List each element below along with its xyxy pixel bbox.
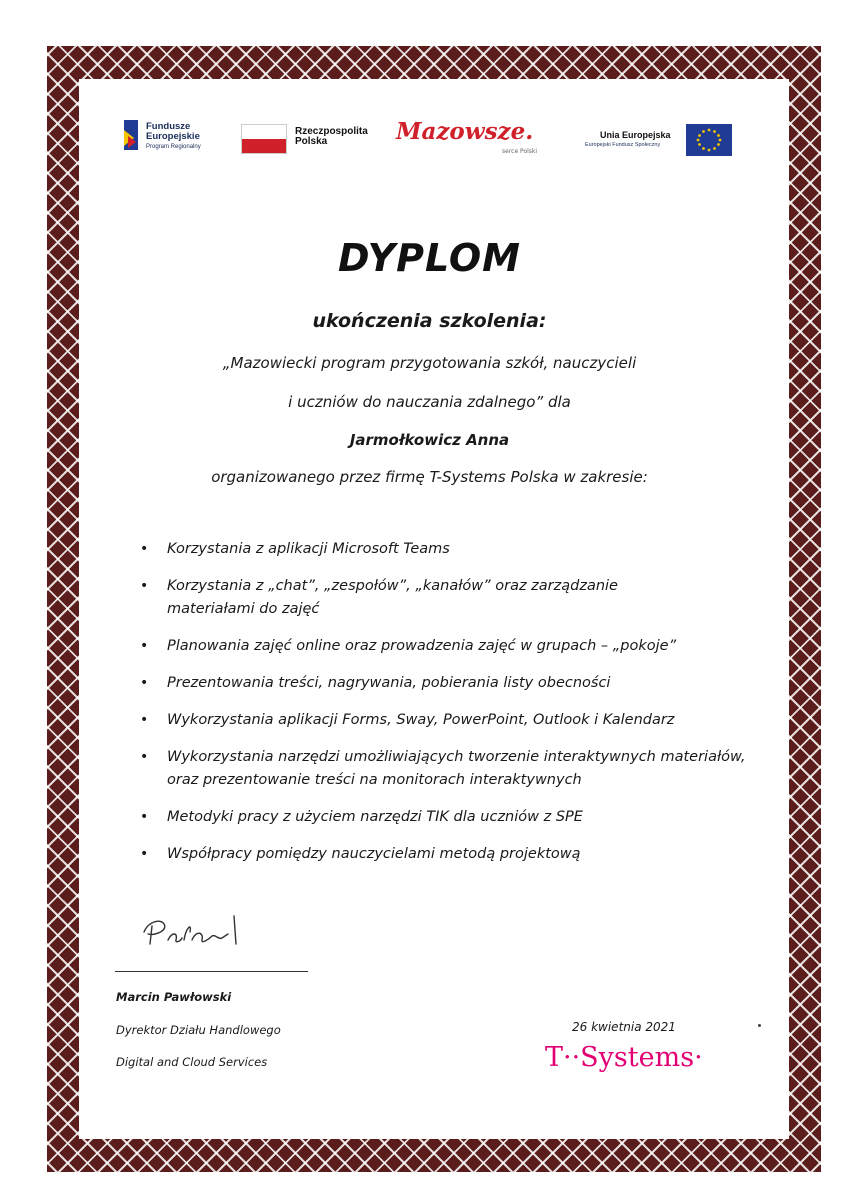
signature-line: [115, 971, 308, 972]
topics-list: [140, 538, 780, 880]
diploma-title: DYPLOM: [338, 236, 521, 280]
signatory-name: Marcin Pawłowski: [116, 990, 232, 1004]
eu-flag-icon: [686, 124, 732, 156]
fundusze-europejskie-logo: [118, 116, 228, 156]
organizer-line: organizowanego przez firmę T-Systems Polska w zakresie:: [211, 468, 648, 486]
fe-line1: Fundusze: [146, 121, 191, 132]
fe-sub: Program Regionalny: [146, 144, 201, 150]
rzeczpospolita-logo: [241, 124, 381, 158]
issue-date: 26 kwietnia 2021: [572, 1020, 676, 1034]
list-item: • Prezentowania treści, nagrywania, pobierania listy obecności: [140, 672, 780, 695]
list-item: • Metodyki pracy z użyciem narzędzi TIK dla uczniów z SPE: [140, 806, 780, 829]
diploma-subtitle: ukończenia szkolenia:: [312, 310, 547, 332]
polish-flag-icon: [241, 124, 287, 154]
list-item: • Planowania zajęć online oraz prowadzenia zajęć w grupach – „pokoje”: [140, 635, 780, 658]
rp-line1: Rzeczpospolita: [295, 126, 368, 137]
fe-star-icon: [118, 116, 142, 154]
list-item: • Korzystania z „chat”, „zespołów”, „kanałów” oraz zarządzanie materiałami do zajęć: [140, 575, 707, 621]
program-line-2: i uczniów do nauczania zdalnego” dla: [288, 393, 571, 411]
rp-line2: Polska: [295, 136, 328, 147]
mazowsze-sub: serce Polski: [502, 148, 538, 155]
ue-sub: Europejski Fundusz Społeczny: [585, 142, 661, 148]
t-systems-logo: T··Systems·: [545, 1042, 703, 1073]
signatory-department: Digital and Cloud Services: [116, 1055, 268, 1069]
ue-line1: Unia Europejska: [600, 130, 671, 140]
handwritten-signature: [138, 910, 248, 952]
mazowsze-wordmark: Mazowsze.: [396, 118, 534, 145]
signatory-role: Dyrektor Działu Handlowego: [116, 1023, 281, 1037]
unia-europejska-logo: [580, 122, 740, 158]
list-item: • Wykorzystania aplikacji Forms, Sway, PowerPoint, Outlook i Kalendarz: [140, 709, 780, 732]
mazowsze-logo: [396, 118, 561, 160]
list-item: • Korzystania z aplikacji Microsoft Teams: [140, 538, 780, 561]
program-line-1: „Mazowiecki program przygotowania szkół, nauczycieli: [222, 354, 637, 372]
stray-dot: [758, 1024, 761, 1027]
list-item: • Wykorzystania narzędzi umożliwiających tworzenie interaktywnych materiałów, oraz prezentowanie treści na monitorach interaktywnych: [140, 746, 757, 792]
fe-line2: Europejskie: [146, 131, 200, 142]
recipient-name: Jarmołkowicz Anna: [349, 431, 510, 449]
list-item: • Współpracy pomiędzy nauczycielami metodą projektową: [140, 843, 780, 866]
